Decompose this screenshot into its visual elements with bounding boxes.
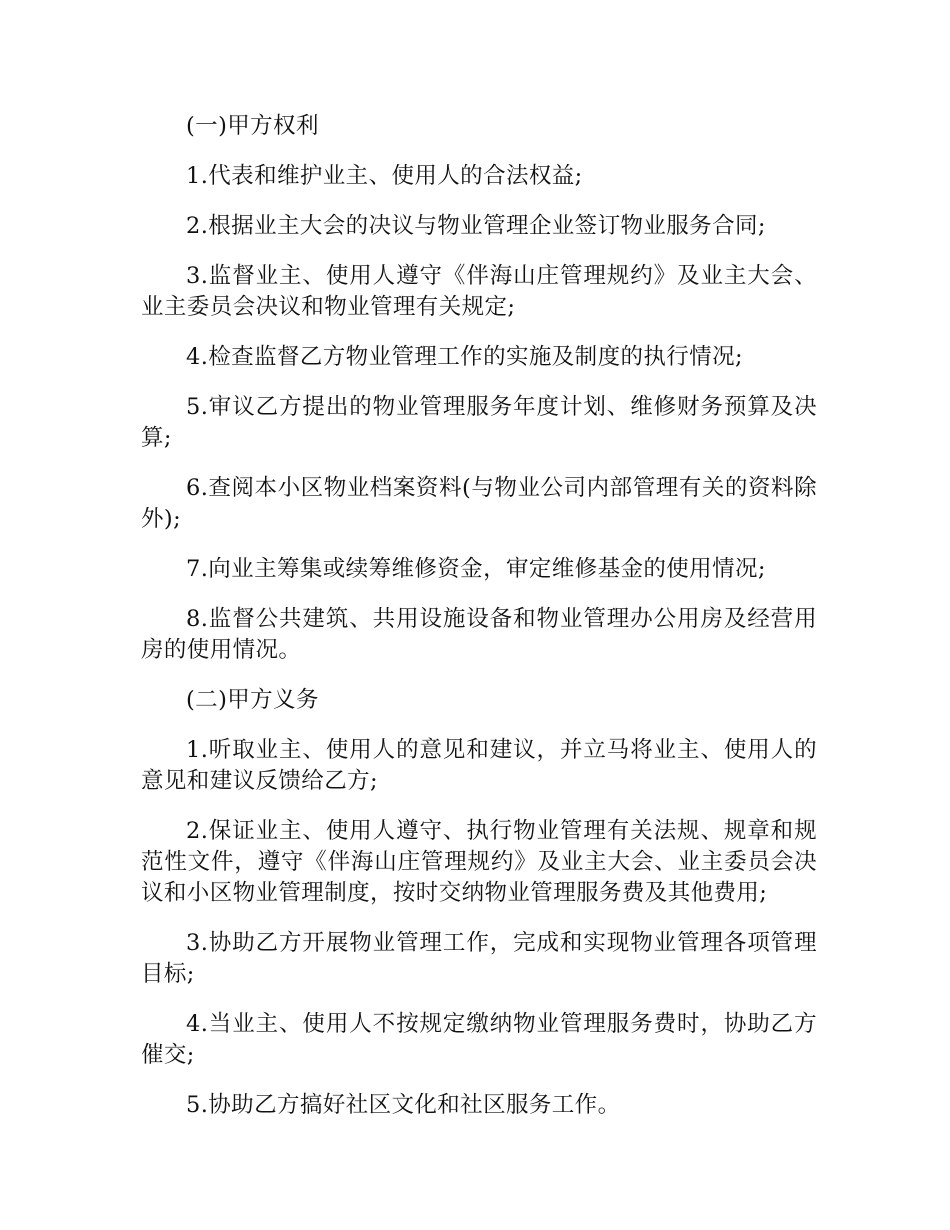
obligations-item-3: 3.协助乙方开展物业管理工作，完成和实现物业管理各项管理目标; — [141, 930, 817, 987]
obligations-item-4: 4.当业主、使用人不按规定缴纳物业管理服务费时，协助乙方催交; — [141, 1011, 817, 1068]
rights-item-3: 3.监督业主、使用人遵守《伴海山庄管理规约》及业主大会、业主委员会决议和物业管理有关规定; — [141, 263, 817, 320]
obligations-item-5: 5.协助乙方搞好社区文化和社区服务工作。 — [186, 1092, 621, 1118]
section-heading-obligations: (二)甲方义务 — [186, 687, 319, 713]
document-page — [141, 111, 817, 1140]
rights-item-6: 6.查阅本小区物业档案资料(与物业公司内部管理有关的资料除外); — [141, 475, 817, 532]
rights-item-1: 1.代表和维护业主、使用人的合法权益; — [186, 163, 583, 189]
obligations-item-1: 1.听取业主、使用人的意见和建议，并立马将业主、使用人的意见和建议反馈给乙方; — [141, 737, 817, 794]
rights-item-8: 8.监督公共建筑、共用设施设备和物业管理办公用房及经营用房的使用情况。 — [141, 606, 817, 663]
rights-item-7: 7.向业主筹集或续筹维修资金，审定维修基金的使用情况; — [186, 556, 766, 582]
obligations-item-2: 2.保证业主、使用人遵守、执行物业管理有关法规、规章和规范性文件，遵守《伴海山庄管理规约》及业主大会、业主委员会决议和小区物业管理制度，按时交纳物业管理服务费及其他费用; — [141, 818, 817, 906]
rights-item-2: 2.根据业主大会的决议与物业管理企业签订物业服务合同; — [186, 213, 766, 239]
rights-item-4: 4.检查监督乙方物业管理工作的实施及制度的执行情况; — [186, 344, 743, 370]
section-heading-rights: (一)甲方权利 — [186, 113, 319, 139]
rights-item-5: 5.审议乙方提出的物业管理服务年度计划、维修财务预算及决算; — [141, 394, 817, 451]
